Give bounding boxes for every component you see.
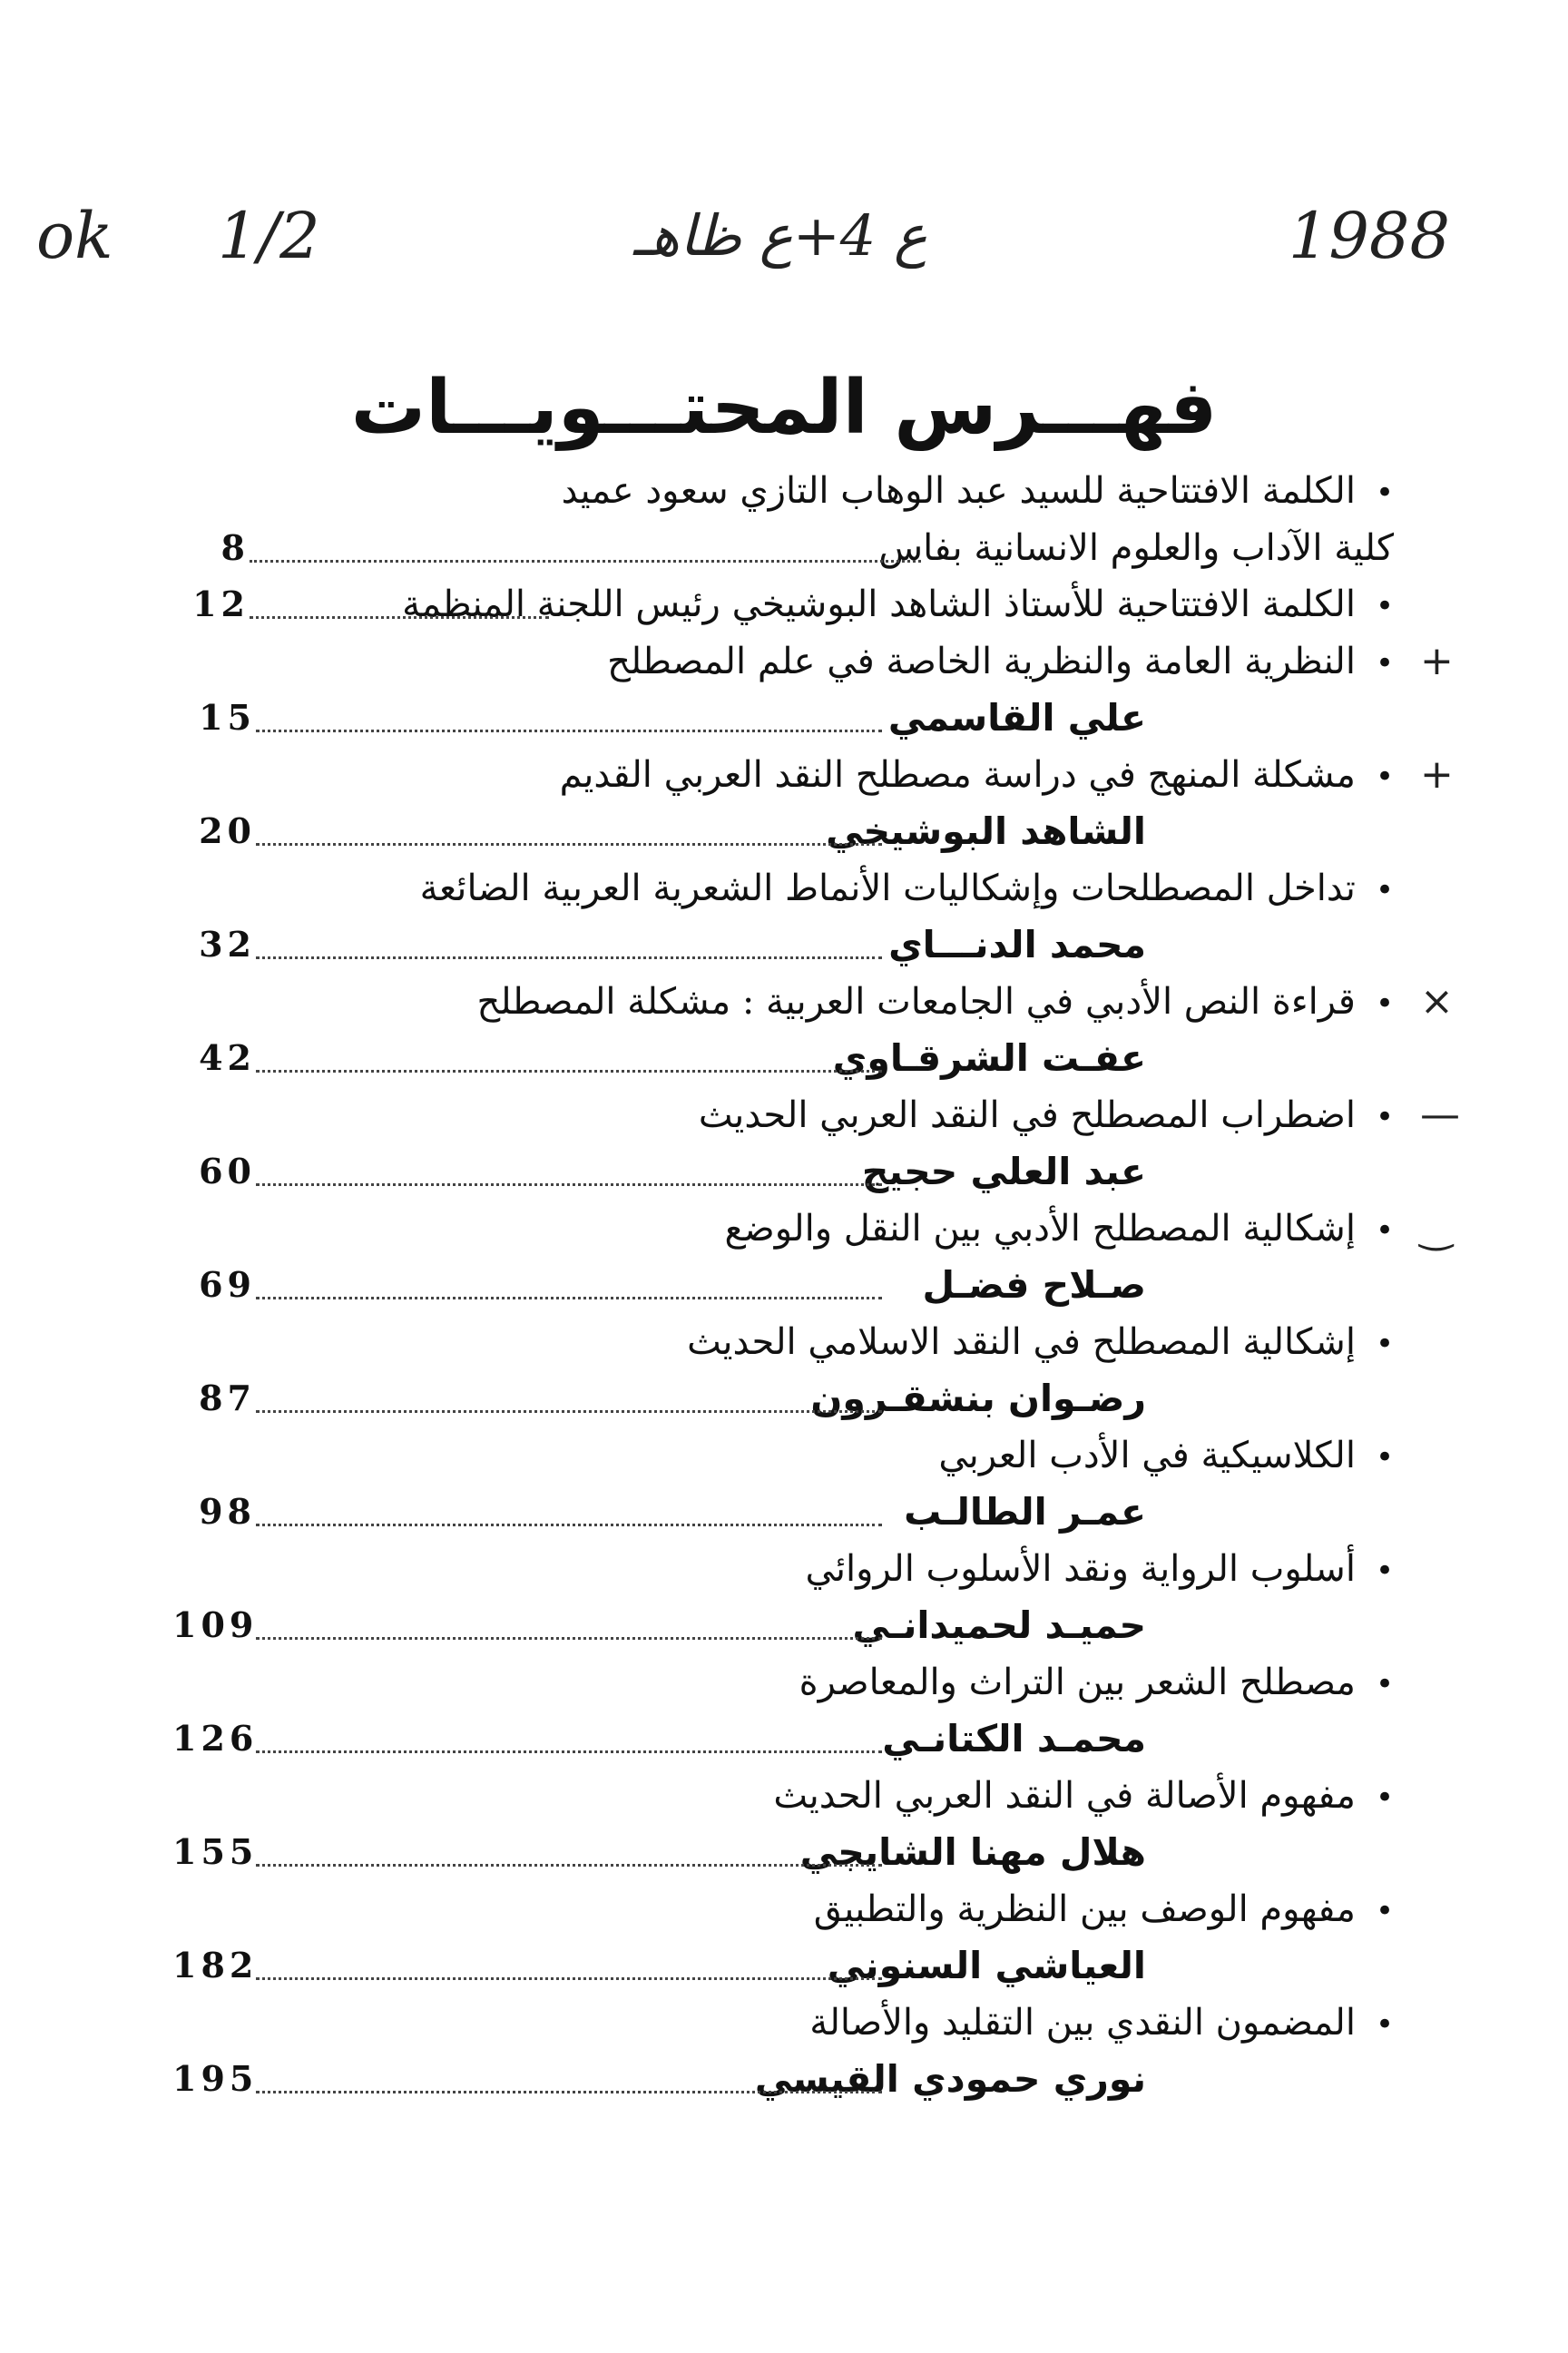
handwritten-margin-mark: + xyxy=(1420,750,1454,798)
toc-author-row xyxy=(0,803,1568,860)
toc-entry-row xyxy=(0,1314,1568,1371)
toc-entry-row xyxy=(0,974,1568,1031)
toc-page-number: 109 xyxy=(172,1604,259,1645)
toc-page-number: 155 xyxy=(172,1831,259,1872)
toc-entry-row xyxy=(0,1201,1568,1258)
dot-leader xyxy=(256,1637,882,1640)
toc-entry-title: • تداخل المصطلحات وإشكاليات الأنماط الشعرية العربية الضائعة xyxy=(420,860,1394,917)
dot-leader xyxy=(250,560,921,563)
toc-entry-row xyxy=(0,747,1568,804)
dot-leader xyxy=(256,1750,882,1753)
toc-entry-row xyxy=(0,633,1568,691)
toc-author-name: هلال مهنا الشايجي xyxy=(799,1830,1146,1874)
toc-entry-title: • الكلمة الافتتاحية للسيد عبد الوهاب التازي سعود عميد xyxy=(562,463,1394,520)
toc-author-name: عبد العلي حجيج xyxy=(861,1150,1146,1193)
toc-entry-row xyxy=(0,860,1568,917)
toc-entry-row xyxy=(0,1995,1568,2052)
toc-page-number: 69 xyxy=(199,1264,256,1305)
toc-entry-title: • مصطلح الشعر بين التراث والمعاصرة xyxy=(799,1654,1394,1711)
toc-author-name: عمـر الطالـب xyxy=(904,1490,1146,1534)
toc-page-number: 20 xyxy=(199,810,256,851)
toc-entry-title: كلية الآداب والعلوم الانسانية بفاس xyxy=(878,526,1394,569)
toc-author-row xyxy=(0,1143,1568,1201)
toc-page-number: 8 xyxy=(220,526,250,568)
dot-leader xyxy=(256,1977,882,1980)
dot-leader xyxy=(256,1297,882,1299)
toc-entry-row xyxy=(0,1768,1568,1825)
handwritten-fraction: 1/2 xyxy=(218,199,320,273)
handwritten-margin-mark: — xyxy=(1420,1091,1460,1138)
toc-author-row xyxy=(0,690,1568,747)
handwritten-margin-mark: ‿ xyxy=(1420,1204,1453,1251)
toc-entry-title: • الكلمة الافتتاحية للأستاذ الشاهد البوشيخي رئيس اللجنة المنظمة xyxy=(402,576,1394,633)
dot-leader xyxy=(256,1524,882,1526)
toc-page-number: 126 xyxy=(172,1718,259,1759)
toc-entry-row xyxy=(0,520,1568,577)
toc-entry-row xyxy=(0,1654,1568,1711)
toc-entry-title: • أسلوب الرواية ونقد الأسلوب الروائي xyxy=(806,1541,1394,1598)
toc-author-row xyxy=(0,1257,1568,1314)
toc-author-name: العياشي السنوني xyxy=(827,1944,1146,1987)
toc-author-row xyxy=(0,1597,1568,1654)
toc-entry-title: • المضمون النقدي بين التقليد والأصالة xyxy=(809,1995,1394,2052)
dot-leader xyxy=(256,1410,882,1413)
page-title: فهـــرس المحتـــويـــات xyxy=(350,364,1218,451)
toc-author-row xyxy=(0,1937,1568,1995)
dot-leader xyxy=(256,956,882,959)
toc-author-name: نوري حمودي القيسي xyxy=(754,2057,1146,2101)
toc-author-row xyxy=(0,1030,1568,1087)
toc-author-name: رضـوان بنشقـرون xyxy=(810,1377,1146,1420)
toc-author-name: عفـت الشرقـاوي xyxy=(832,1036,1146,1080)
toc-page-number: 32 xyxy=(199,924,256,965)
dot-leader xyxy=(256,1183,882,1186)
toc-entry-title: • النظرية العامة والنظرية الخاصة في علم المصطلح xyxy=(607,633,1394,691)
toc-page-number: 98 xyxy=(199,1491,256,1532)
toc-entry-title: • الكلاسيكية في الأدب العربي xyxy=(938,1427,1394,1485)
toc-author-row xyxy=(0,1484,1568,1541)
toc-entry-row xyxy=(0,576,1568,633)
dot-leader xyxy=(256,730,882,732)
handwritten-margin-mark: × xyxy=(1420,977,1454,1025)
toc-author-row xyxy=(0,1824,1568,1881)
toc-page-number: 195 xyxy=(172,2058,259,2099)
toc-entry-row xyxy=(0,463,1568,520)
toc-author-name: الشاهد البوشيخي xyxy=(826,809,1146,853)
handwritten-shelf-note: ع 4+ع ظاهـ xyxy=(633,202,927,269)
toc-entry-title: • مفهوم الوصف بين النظرية والتطبيق xyxy=(814,1881,1394,1938)
toc-author-name: علي القاسمي xyxy=(887,696,1146,740)
dot-leader xyxy=(256,2091,882,2093)
toc-page-number: 42 xyxy=(199,1037,256,1078)
toc-entry-row xyxy=(0,1087,1568,1144)
toc-entry-title: • إشكالية المصطلح الأدبي بين النقل والوضع xyxy=(724,1201,1394,1258)
handwritten-code: ok xyxy=(36,199,113,273)
table-of-contents xyxy=(0,463,1568,2108)
toc-author-row xyxy=(0,2051,1568,2108)
toc-author-name: محمـد الكتانـي xyxy=(882,1717,1146,1760)
toc-entry-row xyxy=(0,1881,1568,1938)
toc-entry-row xyxy=(0,1541,1568,1598)
toc-author-row xyxy=(0,917,1568,974)
toc-author-name: محمد الدنـــاي xyxy=(888,923,1146,966)
handwritten-year: 1988 xyxy=(1288,199,1450,273)
dot-leader xyxy=(256,843,882,846)
toc-entry-title: • اضطراب المصطلح في النقد العربي الحديث xyxy=(699,1087,1394,1144)
toc-page-number: 182 xyxy=(172,1945,259,1985)
toc-entry-title: • مفهوم الأصالة في النقد العربي الحديث xyxy=(773,1768,1394,1825)
dot-leader xyxy=(256,1864,882,1867)
dot-leader xyxy=(256,1070,882,1073)
toc-entry-title: • مشكلة المنهج في دراسة مصطلح النقد العربي القديم xyxy=(560,747,1394,804)
toc-author-name: صـلاح فضـل xyxy=(922,1263,1146,1307)
handwritten-margin-mark: + xyxy=(1420,637,1454,684)
dot-leader xyxy=(250,616,549,619)
toc-page-number: 87 xyxy=(199,1377,256,1418)
toc-page-number: 12 xyxy=(192,583,250,624)
toc-author-name: حميـد لحميدانـي xyxy=(852,1603,1146,1647)
toc-author-row xyxy=(0,1711,1568,1768)
toc-entry-title: • إشكالية المصطلح في النقد الاسلامي الحديث xyxy=(687,1314,1394,1371)
toc-page-number: 15 xyxy=(199,697,256,738)
toc-entry-row xyxy=(0,1427,1568,1485)
toc-entry-title: • قراءة النص الأدبي في الجامعات العربية : مشكلة المصطلح xyxy=(477,974,1394,1031)
toc-page-number: 60 xyxy=(199,1151,256,1191)
toc-author-row xyxy=(0,1370,1568,1427)
